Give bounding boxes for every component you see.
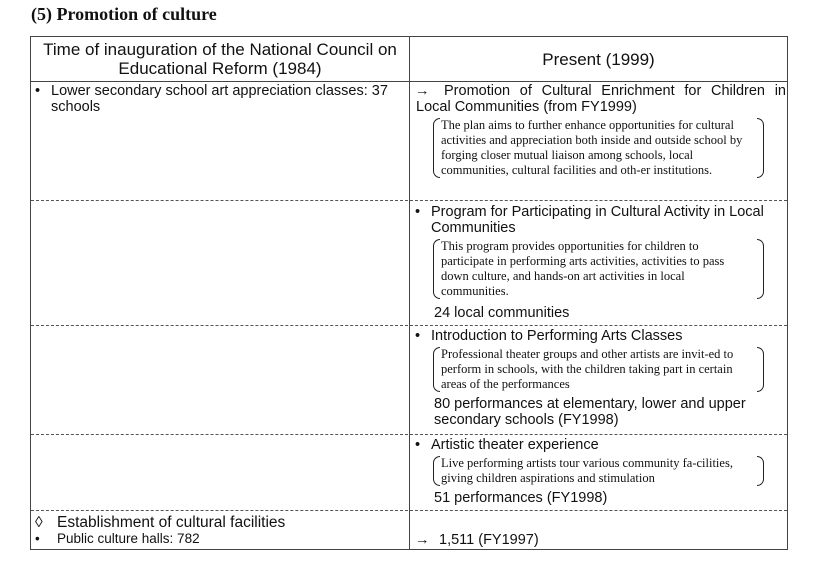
row5-left <box>31 514 403 547</box>
item-heading: Introduction to Performing Arts Classes <box>431 328 683 344</box>
item-heading: Program for Participating in Cultural Activity in Local Communities <box>431 204 764 236</box>
row3-right <box>411 328 786 428</box>
item-heading: Artistic theater experience <box>431 437 599 453</box>
item-stat: 24 local communities <box>434 305 570 321</box>
bullet-icon: • <box>415 437 421 453</box>
column-divider <box>409 37 410 549</box>
row1-right <box>411 83 786 182</box>
bullet-icon: • <box>35 83 41 99</box>
note-bracket: This program provides opportunities for children to participate in performing arts activities, activities to pass down culture, and hands-on art activities in local communities. <box>433 239 764 299</box>
item-text: Public culture halls: 782 <box>57 531 200 546</box>
row4-right <box>411 437 786 506</box>
header-right: Present (1999) <box>542 49 655 69</box>
bullet-icon: • <box>35 531 40 546</box>
row2-right <box>411 204 786 321</box>
header-divider <box>31 81 787 82</box>
section-heading: Establishment of cultural facilities <box>57 514 286 531</box>
note-bracket: Live performing artists tour various community fa-cilities, giving children aspirations and stimulation <box>433 456 764 486</box>
bullet-icon: • <box>415 328 421 344</box>
arrow-right-icon: → <box>415 532 430 548</box>
comparison-table <box>30 36 788 550</box>
bullet-icon: • <box>415 204 421 220</box>
section-title: (5) Promotion of culture <box>31 4 217 24</box>
row-divider <box>31 200 787 201</box>
item-text: Lower secondary school art appreciation classes: 37 schools <box>51 83 388 115</box>
header-left: Time of inauguration of the National Council on Educational Reform (1984) <box>43 40 397 78</box>
arrow-right-icon: → <box>415 83 430 99</box>
row1-left <box>31 83 403 115</box>
note-bracket: Professional theater groups and other artists are invit-ed to perform in schools, with the children taking part in certain areas of the performances <box>433 347 764 392</box>
row-divider <box>31 510 787 511</box>
row5-right <box>411 532 786 548</box>
diamond-icon: ◊ <box>35 514 43 531</box>
item-heading: Promotion of Cultural Enrichment for Children in Local Communities (from FY1999) <box>416 83 786 115</box>
note-bracket: The plan aims to further enhance opportunities for cultural activities and appreciation both inside and outside school by forging closer mutual liaison among schools, local communities, cultural facilities and oth-er institutions. <box>433 118 764 178</box>
item-stat: 51 performances (FY1998) <box>434 490 608 506</box>
item-stat: 80 performances at elementary, lower and upper secondary schools (FY1998) <box>434 396 746 428</box>
row-divider <box>31 434 787 435</box>
item-text: 1,511 (FY1997) <box>439 532 539 548</box>
row-divider <box>31 325 787 326</box>
